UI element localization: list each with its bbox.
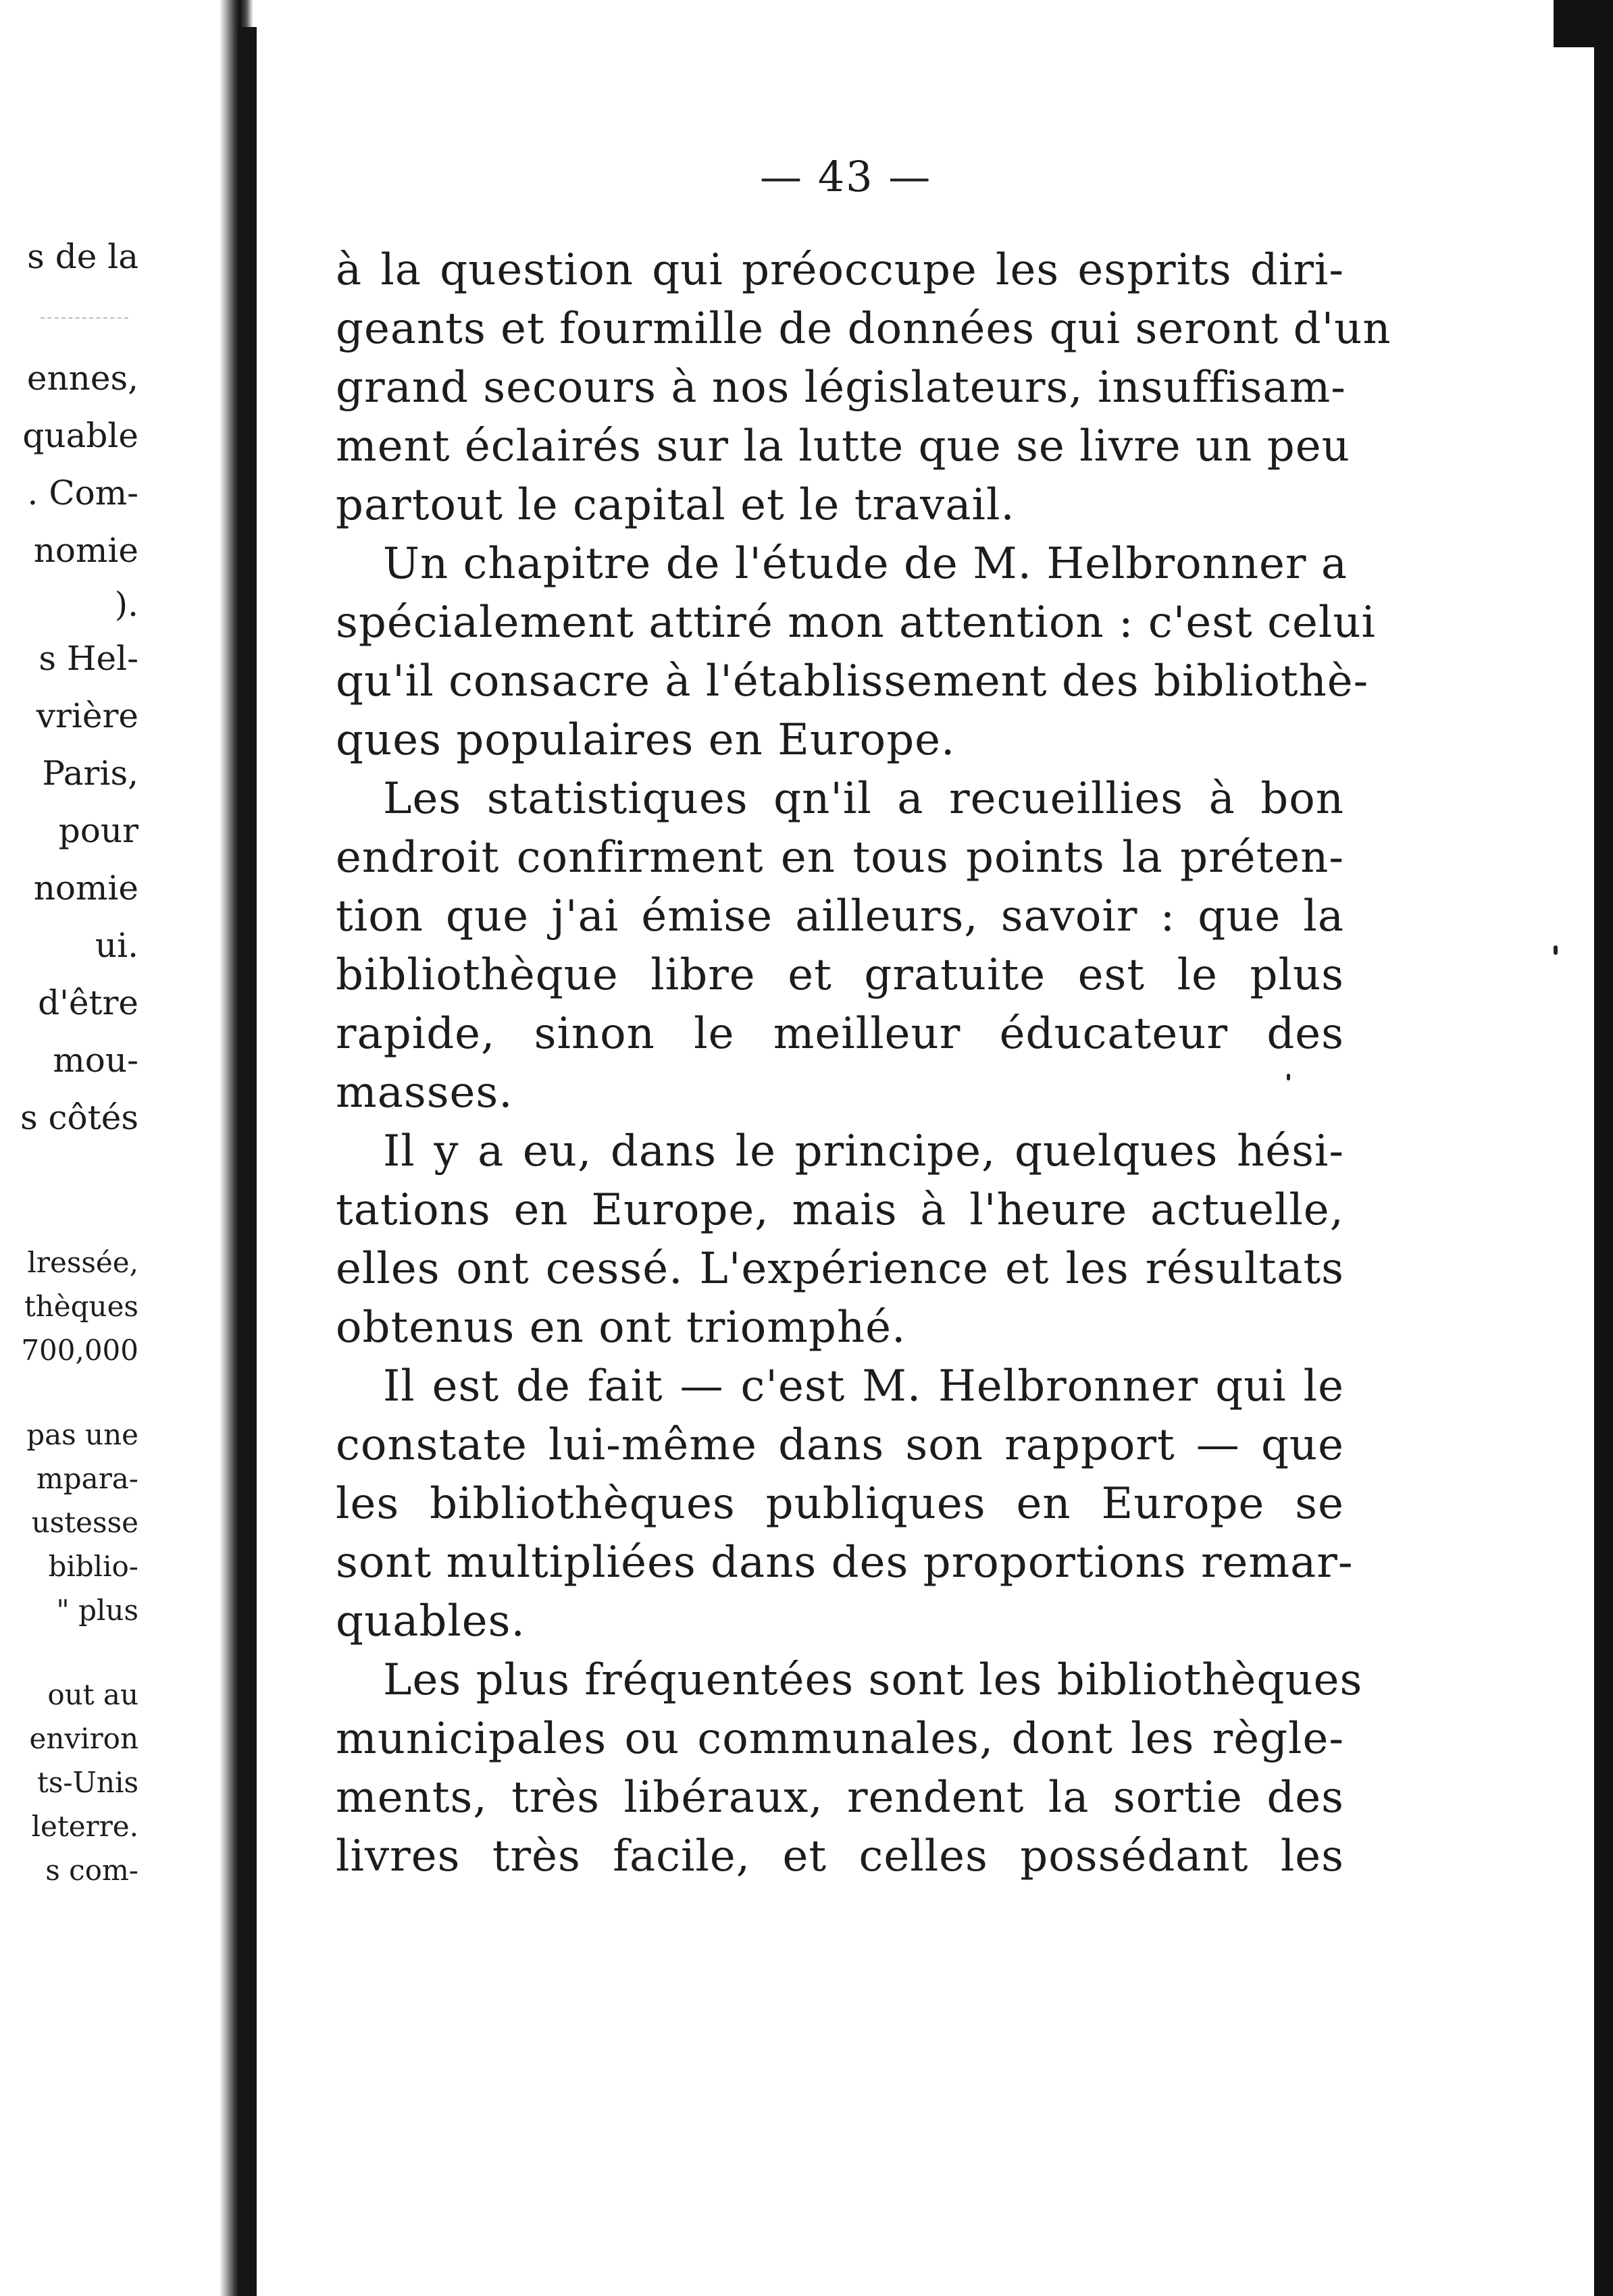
left-page-line: s de la: [27, 237, 138, 276]
body-line: endroit confirment en tous points la préten-: [336, 833, 1344, 883]
page-number: — 43 —: [760, 152, 932, 201]
left-page-line: mou-: [53, 1041, 138, 1080]
body-line: les bibliothèques publiques en Europe se: [336, 1479, 1344, 1529]
left-page-line: mpara-: [36, 1462, 138, 1495]
body-line: masses.: [336, 1068, 513, 1118]
body-line: Il y a eu, dans le principe, quelques hési-: [383, 1126, 1344, 1176]
body-line: tations en Europe, mais à l'heure actuelle,: [336, 1185, 1344, 1235]
body-line: municipales ou communales, dont les règle-: [336, 1714, 1344, 1764]
scan-speck: [1554, 945, 1558, 955]
body-line: rapide, sinon le meilleur éducateur des: [336, 1009, 1344, 1059]
left-page-divider: [41, 317, 128, 319]
left-page-line: environ: [29, 1722, 138, 1755]
left-page-line: ts-Unis: [36, 1766, 138, 1799]
left-page-line: leterre.: [31, 1810, 138, 1843]
body-line: Un chapitre de l'étude de M. Helbronner a: [383, 539, 1348, 589]
left-page-line: ustesse: [31, 1506, 138, 1539]
left-page-line: s côtés: [20, 1098, 138, 1137]
scan-edge-border: [1594, 0, 1613, 2296]
body-line: partout le capital et le travail.: [336, 480, 1015, 530]
left-page-line: nomie: [33, 868, 138, 908]
left-page-line: pas une: [26, 1418, 138, 1451]
left-page-line: vrière: [36, 696, 138, 735]
body-line: ques populaires en Europe.: [336, 715, 956, 765]
left-page-line: s Hel-: [39, 639, 138, 678]
left-page-line: ).: [114, 585, 138, 624]
body-line: obtenus en ont triomphé.: [336, 1303, 906, 1353]
body-line: Les statistiques qn'il a recueillies à bon: [383, 774, 1344, 824]
scan-edge-corner: [1554, 0, 1613, 47]
body-line: Il est de fait — c'est M. Helbronner qui le: [383, 1361, 1344, 1411]
body-line: ment éclairés sur la lutte que se livre un peu: [336, 421, 1350, 471]
body-line: tion que j'ai émise ailleurs, savoir : que la: [336, 891, 1344, 941]
right-page: [260, 0, 1594, 2296]
body-line: livres très facile, et celles possédant les: [336, 1831, 1344, 1881]
left-page-line: . Com-: [27, 473, 138, 513]
left-page-line: ennes,: [26, 359, 138, 398]
left-page-line: lressée,: [27, 1246, 138, 1279]
left-page-line: s com-: [45, 1854, 138, 1887]
body-line: Les plus fréquentées sont les bibliothèques: [383, 1655, 1363, 1705]
left-page-line: out au: [47, 1678, 138, 1711]
left-page-line: thèques: [24, 1290, 138, 1323]
left-page-line: Paris,: [42, 754, 138, 793]
left-page-line: 700,000: [21, 1334, 138, 1367]
left-page-line: " plus: [56, 1594, 138, 1627]
body-line: quables.: [336, 1596, 526, 1646]
body-line: sont multipliées dans des proportions remar-: [336, 1538, 1354, 1588]
body-line: bibliothèque libre et gratuite est le plus: [336, 950, 1344, 1000]
body-line: spécialement attiré mon attention : c'est celui: [336, 598, 1376, 648]
body-line: qu'il consacre à l'établissement des bibliothè-: [336, 656, 1369, 706]
left-page-line: ui.: [95, 926, 138, 965]
left-page-line: d'être: [38, 983, 138, 1022]
body-line: ments, très libéraux, rendent la sortie des: [336, 1773, 1344, 1823]
left-page-line: pour: [58, 811, 138, 850]
body-line: constate lui-même dans son rapport — que: [336, 1420, 1344, 1470]
body-line: geants et fourmille de données qui seront d'un: [336, 304, 1391, 354]
scan-speck: [1287, 1074, 1290, 1080]
binding-shadow: [238, 27, 257, 2296]
body-line: elles ont cessé. L'expérience et les résultats: [336, 1244, 1344, 1294]
left-facing-page: [0, 0, 216, 2296]
left-page-line: nomie: [33, 531, 138, 570]
left-page-line: biblio-: [48, 1550, 138, 1583]
body-line: à la question qui préoccupe les esprits diri-: [336, 245, 1344, 295]
body-line: grand secours à nos législateurs, insuffisam-: [336, 363, 1346, 413]
left-page-line: quable: [22, 416, 138, 455]
